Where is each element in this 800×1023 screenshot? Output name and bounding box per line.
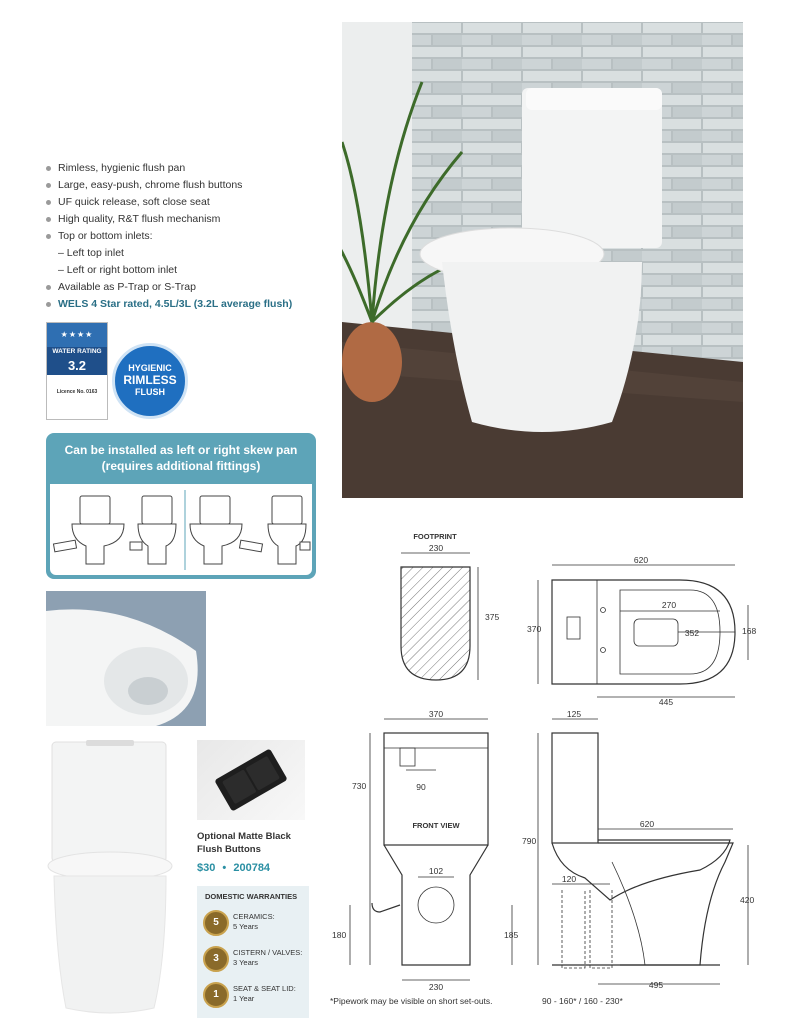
wels-rating-number: 3.2 bbox=[47, 356, 107, 375]
rimless-line1: HYGIENIC bbox=[128, 363, 172, 373]
dim-fp-depth: 375 bbox=[485, 612, 500, 622]
warranty-years-badge: 1 bbox=[203, 982, 229, 1008]
warranty-label: SEAT & SEAT LID: bbox=[233, 984, 296, 993]
dim-fv-102: 102 bbox=[428, 866, 444, 876]
dim-fv-90: 90 bbox=[416, 782, 426, 792]
product-photo bbox=[46, 738, 176, 1018]
warranty-value: 1 Year bbox=[233, 994, 255, 1003]
optional-buttons-title bbox=[197, 830, 291, 856]
dim-sv-420: 420 bbox=[740, 895, 755, 905]
features-list bbox=[44, 160, 334, 313]
wels-stars-icon: ★★★★ bbox=[47, 323, 107, 347]
warranties-heading: DOMESTIC WARRANTIES bbox=[205, 892, 298, 901]
option-separator: • bbox=[222, 862, 227, 874]
front-view-label: FRONT VIEW bbox=[412, 821, 460, 830]
dim-top-445: 445 bbox=[658, 697, 674, 707]
skew-installation-panel bbox=[46, 433, 316, 579]
dim-fv-180: 180 bbox=[332, 930, 347, 940]
warranties-panel bbox=[197, 886, 309, 1018]
wels-rating-badge bbox=[46, 322, 108, 420]
rimless-line3: FLUSH bbox=[135, 387, 165, 397]
warranty-value: 5 Years bbox=[233, 922, 259, 931]
technical-drawings bbox=[330, 520, 800, 1000]
flush-buttons-photo bbox=[197, 740, 305, 820]
skew-title-line1: Can be installed as left or right skew pan bbox=[64, 443, 298, 457]
wels-licence: Licence No. 0163 bbox=[56, 389, 98, 395]
option-price: $30 bbox=[197, 862, 216, 874]
flush-buttons-illustration bbox=[197, 740, 305, 820]
dim-sv-495: 495 bbox=[648, 980, 664, 990]
dim-sv-125: 125 bbox=[566, 709, 582, 719]
warranty-row bbox=[201, 978, 307, 1014]
dim-sv-620: 620 bbox=[639, 819, 655, 829]
warranty-value: 3 Years bbox=[233, 958, 259, 967]
dim-top-270: 270 bbox=[661, 600, 677, 610]
skew-title-line2: (requires additional fittings) bbox=[101, 459, 261, 473]
warranty-row bbox=[201, 942, 307, 978]
option-code: 200784 bbox=[233, 862, 271, 874]
hero-photo bbox=[342, 22, 743, 498]
warranty-years-badge: 5 bbox=[203, 910, 229, 936]
option-price-line bbox=[197, 862, 270, 874]
option-title-line1: Optional Matte Black bbox=[197, 831, 291, 842]
dim-sv-790: 790 bbox=[522, 836, 537, 846]
warranty-label: CISTERN / VALVES: bbox=[233, 948, 303, 957]
dim-fv-185: 185 bbox=[504, 930, 519, 940]
feature-subitem: – Left top inlet bbox=[58, 247, 124, 259]
rimless-line2: RIMLESS bbox=[123, 373, 177, 387]
setout-note: 90 - 160* / 160 - 230* bbox=[542, 996, 623, 1006]
dim-top-length: 620 bbox=[633, 555, 649, 565]
hero-photo-illustration bbox=[342, 22, 743, 498]
dim-fv-730: 730 bbox=[352, 781, 367, 791]
warranty-years-badge: 3 bbox=[203, 946, 229, 972]
product-photo-illustration bbox=[46, 738, 176, 1018]
feature-item: Rimless, hygienic flush pan bbox=[44, 160, 334, 177]
skew-diagrams bbox=[50, 484, 312, 575]
dim-top-width: 370 bbox=[527, 624, 542, 634]
rimless-badge bbox=[112, 343, 188, 419]
dim-fv-230: 230 bbox=[428, 982, 444, 992]
feature-item-wels: WELS 4 Star rated, 4.5L/3L (3.2L average flush) bbox=[44, 296, 334, 313]
wels-rating-label: WATER RATING bbox=[47, 347, 107, 356]
dim-top-168: 168 bbox=[742, 626, 757, 636]
dim-top-352: 352 bbox=[684, 628, 700, 638]
dim-fp-width: 230 bbox=[428, 543, 444, 553]
pipework-note: *Pipework may be visible on short set-outs. bbox=[330, 996, 493, 1006]
footprint-label: FOOTPRINT bbox=[413, 532, 457, 541]
pan-photo-illustration bbox=[46, 591, 206, 726]
warranty-label: CERAMICS: bbox=[233, 912, 275, 921]
dim-sv-120: 120 bbox=[561, 874, 577, 884]
warranty-row bbox=[201, 906, 307, 942]
feature-item: High quality, R&T flush mechanism bbox=[44, 211, 334, 228]
option-title-line2: Flush Buttons bbox=[197, 844, 261, 855]
skew-pan-diagram bbox=[50, 484, 312, 575]
dim-fv-370: 370 bbox=[428, 709, 444, 719]
feature-item: Large, easy-push, chrome flush buttons bbox=[44, 177, 334, 194]
feature-item: UF quick release, soft close seat bbox=[44, 194, 334, 211]
feature-subitem: – Left or right bottom inlet bbox=[58, 264, 178, 276]
feature-item: Top or bottom inlets: bbox=[44, 228, 334, 245]
feature-item: Available as P-Trap or S-Trap bbox=[44, 279, 334, 296]
rimless-pan-photo bbox=[46, 591, 206, 726]
